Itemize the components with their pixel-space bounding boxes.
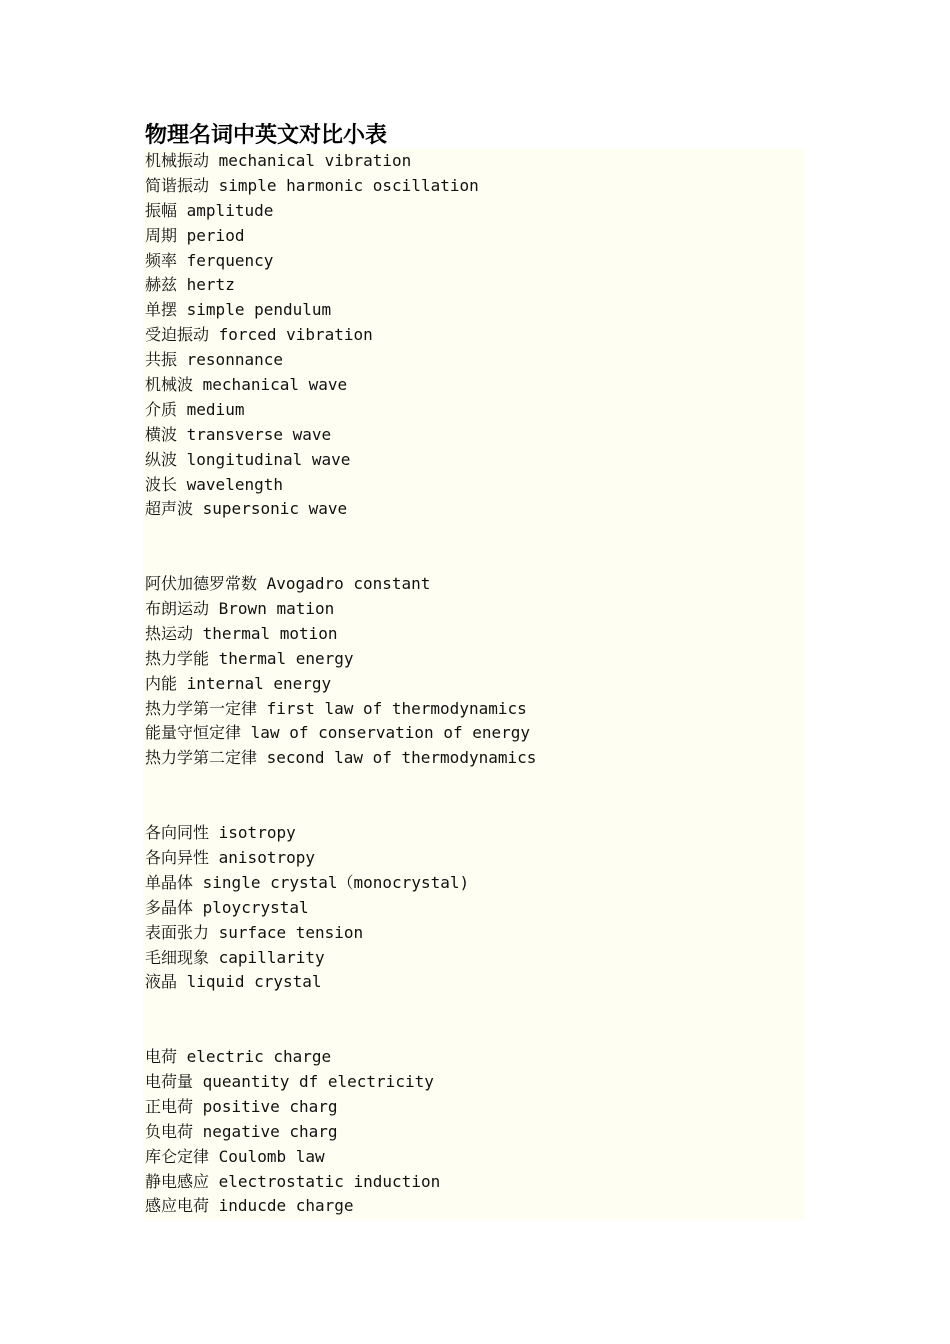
- glossary-entry: [145, 597, 536, 622]
- term-chinese: 热力学能: [145, 648, 210, 668]
- term-chinese: 单摆: [145, 300, 178, 320]
- glossary-entry: [145, 298, 536, 323]
- term-english: Brown mation: [218, 599, 335, 619]
- term-english: positive charg: [202, 1096, 338, 1116]
- glossary-entry: [145, 1045, 536, 1070]
- term-english: mechanical vibration: [218, 151, 412, 170]
- glossary-entry: [145, 199, 536, 224]
- term-chinese: 纵波: [145, 449, 178, 469]
- glossary-entry: [145, 497, 536, 522]
- term-chinese: 库仑定律: [145, 1146, 210, 1166]
- glossary-entry: [145, 1170, 536, 1195]
- glossary-entry: [145, 746, 536, 771]
- glossary-entry: [145, 896, 536, 921]
- term-english: mechanical wave: [202, 375, 348, 395]
- term-english: liquid crystal: [186, 972, 322, 992]
- term-english: capillarity: [218, 947, 325, 967]
- glossary-entry: [145, 323, 536, 348]
- term-chinese: 热力学第二定律: [145, 748, 258, 768]
- term-chinese: 振幅: [145, 200, 178, 220]
- glossary-entry: [145, 448, 536, 473]
- term-english: ferquency: [186, 250, 274, 270]
- term-english: internal energy: [186, 673, 332, 693]
- glossary-entry: [145, 473, 536, 498]
- term-chinese: 介质: [145, 399, 178, 419]
- term-chinese: 阿伏加德罗常数: [145, 574, 258, 594]
- term-english: queantity df electricity: [202, 1071, 434, 1091]
- term-english: electrostatic induction: [218, 1171, 441, 1191]
- term-chinese: 热力学第一定律: [145, 698, 258, 718]
- term-chinese: 赫兹: [145, 275, 178, 295]
- glossary-entry: [145, 946, 536, 971]
- term-english: negative charg: [202, 1121, 338, 1141]
- glossary-entry: [145, 423, 536, 448]
- term-chinese: 机械振动: [145, 151, 210, 170]
- term-chinese: 电荷: [145, 1047, 178, 1067]
- glossary-entry: [145, 522, 536, 547]
- term-chinese: 液晶: [145, 972, 178, 992]
- term-chinese: 热运动: [145, 623, 194, 643]
- term-chinese: 超声波: [145, 499, 194, 519]
- glossary-entry: [145, 721, 536, 746]
- term-english: surface tension: [218, 922, 364, 942]
- glossary-entry: [145, 1120, 536, 1145]
- term-chinese: 受迫振动: [145, 325, 210, 345]
- term-english: electric charge: [186, 1047, 332, 1067]
- term-english: ploycrystal: [202, 897, 309, 917]
- term-english: amplitude: [186, 200, 274, 220]
- term-english: resonnance: [186, 350, 283, 370]
- glossary-entry: [145, 697, 536, 722]
- term-chinese: 频率: [145, 250, 178, 270]
- glossary-entry: [145, 249, 536, 274]
- glossary-entry: [145, 647, 536, 672]
- term-english: Avogadro constant: [266, 574, 431, 594]
- term-english: first law of thermodynamics: [266, 698, 527, 718]
- term-chinese: 机械波: [145, 375, 194, 395]
- term-chinese: 毛细现象: [145, 947, 210, 967]
- glossary-entry: [145, 373, 536, 398]
- glossary-entry: [145, 572, 536, 597]
- term-english: period: [186, 225, 245, 245]
- term-english: longitudinal wave: [186, 449, 351, 469]
- glossary-entry: [145, 1194, 536, 1219]
- glossary-entry: [145, 995, 536, 1020]
- glossary-entry: [145, 547, 536, 572]
- glossary-entry: [145, 398, 536, 423]
- term-chinese: 布朗运动: [145, 599, 210, 619]
- glossary-entry: [145, 348, 536, 373]
- term-chinese: 周期: [145, 225, 178, 245]
- term-english: Coulomb law: [218, 1146, 325, 1166]
- glossary-list: [145, 149, 536, 1219]
- term-english: single crystal（monocrystal): [202, 872, 470, 892]
- term-chinese: 内能: [145, 673, 178, 693]
- term-chinese: 表面张力: [145, 922, 210, 942]
- glossary-entry: [145, 149, 536, 174]
- term-english: simple pendulum: [186, 300, 332, 320]
- glossary-entry: [145, 970, 536, 995]
- term-english: second law of thermodynamics: [266, 748, 537, 768]
- term-english: thermal energy: [218, 648, 354, 668]
- term-chinese: 能量守恒定律: [145, 723, 242, 743]
- glossary-entry: [145, 871, 536, 896]
- term-chinese: 各向同性: [145, 823, 210, 843]
- term-english: anisotropy: [218, 847, 315, 867]
- glossary-body: [143, 149, 805, 1220]
- glossary-entry: [145, 796, 536, 821]
- term-chinese: 多晶体: [145, 897, 194, 917]
- term-english: thermal motion: [202, 623, 338, 643]
- glossary-entry: [145, 1095, 536, 1120]
- term-chinese: 静电感应: [145, 1171, 210, 1191]
- glossary-entry: [145, 1070, 536, 1095]
- term-english: transverse wave: [186, 424, 332, 444]
- term-english: simple harmonic oscillation: [218, 175, 479, 195]
- term-chinese: 简谐振动: [145, 175, 210, 195]
- glossary-entry: [145, 622, 536, 647]
- glossary-entry: [145, 921, 536, 946]
- term-chinese: 正电荷: [145, 1096, 194, 1116]
- term-chinese: 负电荷: [145, 1121, 194, 1141]
- term-english: wavelength: [186, 474, 283, 494]
- term-chinese: 波长: [145, 474, 178, 494]
- glossary-entry: [145, 273, 536, 298]
- glossary-entry: [145, 846, 536, 871]
- glossary-entry: [145, 224, 536, 249]
- term-chinese: 横波: [145, 424, 178, 444]
- term-chinese: 电荷量: [145, 1071, 194, 1091]
- term-english: hertz: [186, 275, 235, 295]
- glossary-entry: [145, 1145, 536, 1170]
- glossary-entry: [145, 672, 536, 697]
- term-chinese: 单晶体: [145, 872, 194, 892]
- glossary-entry: [145, 174, 536, 199]
- page-title: 物理名词中英文对比小表: [145, 122, 388, 148]
- term-english: forced vibration: [218, 325, 373, 345]
- term-english: medium: [186, 399, 245, 419]
- term-chinese: 共振: [145, 350, 178, 370]
- term-english: supersonic wave: [202, 499, 348, 519]
- glossary-entry: [145, 1020, 536, 1045]
- glossary-entry: [145, 771, 536, 796]
- term-english: inducde charge: [218, 1196, 354, 1216]
- glossary-entry: [145, 821, 536, 846]
- term-chinese: 各向异性: [145, 847, 210, 867]
- term-english: law of conservation of energy: [250, 723, 531, 743]
- term-english: isotropy: [218, 823, 296, 843]
- term-chinese: 感应电荷: [145, 1196, 210, 1216]
